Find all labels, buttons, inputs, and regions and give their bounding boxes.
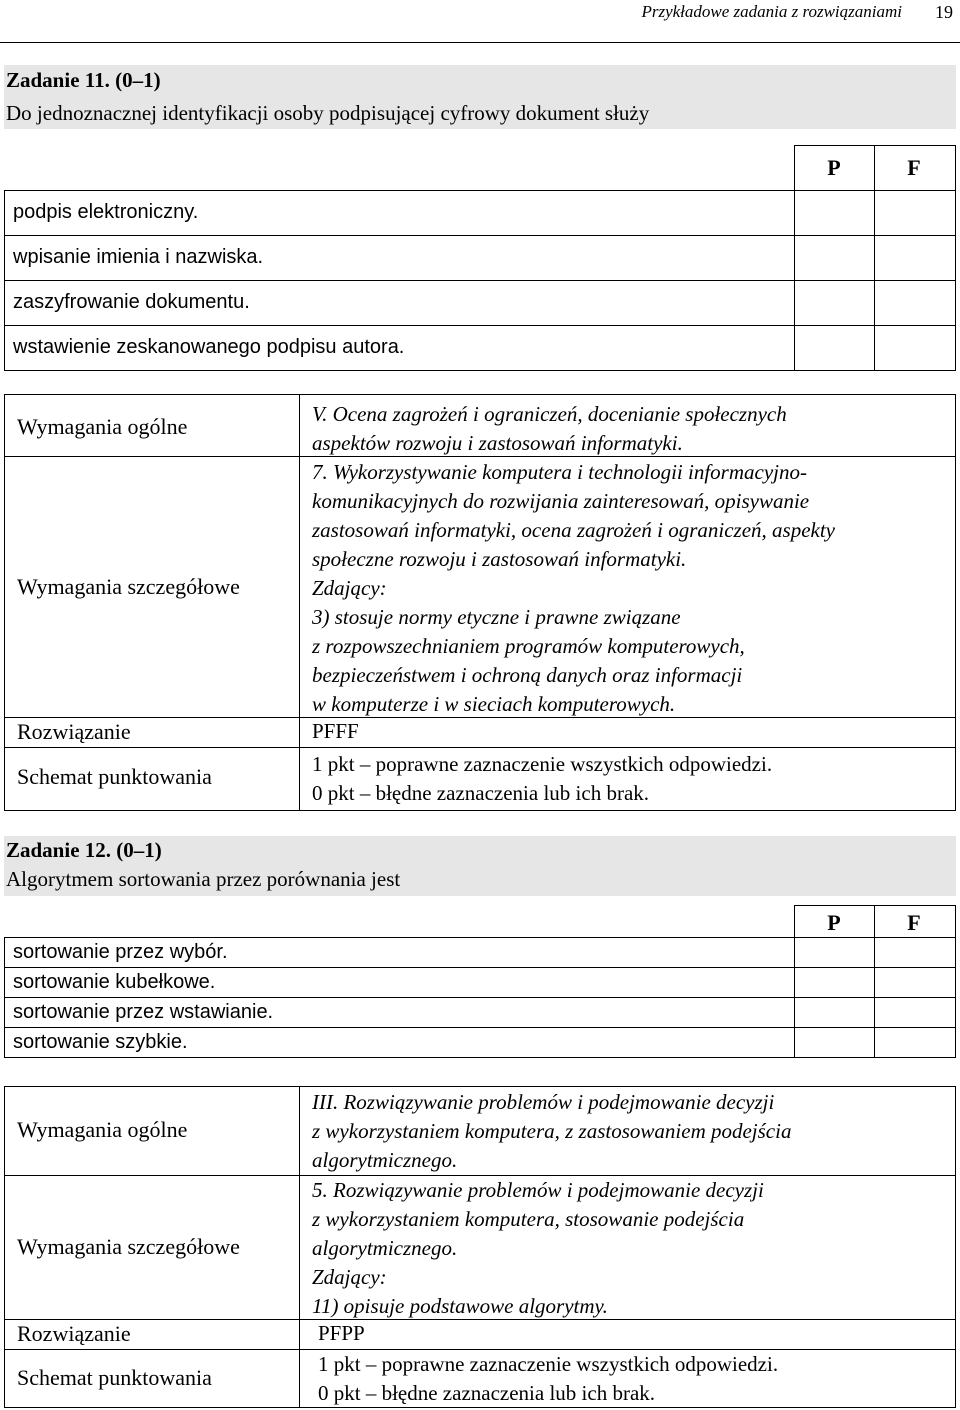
table-line bbox=[4, 325, 956, 326]
task-12-scoring bbox=[318, 1350, 778, 1408]
text-line: 1 pkt – poprawne zaznaczenie wszystkich odpowiedzi. bbox=[318, 1352, 779, 1376]
text-line: Zdający: bbox=[312, 576, 387, 600]
table-line bbox=[4, 810, 956, 811]
task-11-detailed-requirement bbox=[312, 458, 835, 719]
table-line bbox=[874, 905, 875, 1058]
page-number: 19 bbox=[935, 2, 953, 22]
task-12-answer-cell-3-p[interactable] bbox=[796, 999, 873, 1026]
task-11-statement-1: podpis elektroniczny. bbox=[13, 201, 199, 223]
task-12-statement-2: sortowanie kubełkowe. bbox=[13, 971, 216, 993]
task-12-answer-cell-4-p[interactable] bbox=[796, 1029, 873, 1056]
task-12-solution: PFPP bbox=[318, 1321, 365, 1345]
task-12-col-f-header: F bbox=[907, 910, 921, 935]
table-line bbox=[4, 1057, 956, 1058]
task-11-question: Do jednoznacznej identyfikacji osoby podpisującej cyfrowy dokument służy bbox=[6, 101, 650, 125]
task-11-col-f-header: F bbox=[907, 155, 921, 180]
text-line: z wykorzystaniem komputera, z zastosowaniem podejścia bbox=[312, 1119, 792, 1143]
task-11-answer-cell-4-p[interactable] bbox=[796, 327, 873, 369]
text-line: 11) opisuje podstawowe algorytmy. bbox=[312, 1294, 608, 1318]
task-11-label-scoring: Schemat punktowania bbox=[17, 764, 212, 789]
table-line bbox=[4, 370, 956, 371]
task-11-statement-2: wpisanie imienia i nazwiska. bbox=[13, 246, 264, 268]
task-11-statement-4: wstawienie zeskanowanego podpisu autora. bbox=[13, 336, 405, 358]
text-line: z wykorzystaniem komputera, stosowanie podejścia bbox=[312, 1207, 745, 1231]
text-line: bezpieczeństwem i ochroną danych oraz informacji bbox=[312, 663, 743, 687]
task-12-label-solution: Rozwiązanie bbox=[17, 1321, 131, 1346]
table-line bbox=[299, 394, 300, 811]
task-12-answer-cell-1-f[interactable] bbox=[876, 939, 954, 966]
task-12-detailed-requirement bbox=[312, 1176, 764, 1321]
task-12-statement-4: sortowanie szybkie. bbox=[13, 1031, 188, 1053]
task-11-solution: PFFF bbox=[312, 719, 359, 743]
table-line bbox=[794, 905, 956, 906]
task-12-question: Algorytmem sortowania przez porównania jest bbox=[6, 867, 401, 891]
task-11-answer-cell-3-p[interactable] bbox=[796, 282, 873, 324]
table-line bbox=[4, 190, 956, 191]
table-line bbox=[4, 1086, 956, 1087]
text-line: komunikacyjnych do rozwijania zainteresowań, opisywanie bbox=[312, 489, 810, 513]
text-line: społeczne rozwoju i zastosowań informatyki. bbox=[312, 547, 687, 571]
table-line bbox=[955, 905, 956, 1058]
text-line: 0 pkt – błędne zaznaczenia lub ich brak. bbox=[318, 1381, 656, 1405]
table-line bbox=[4, 280, 956, 281]
task-11-answer-cell-1-f[interactable] bbox=[876, 192, 954, 234]
text-line: aspektów rozwoju i zastosowań informatyki. bbox=[312, 431, 683, 455]
task-11-answer-cell-3-f[interactable] bbox=[876, 282, 954, 324]
text-line: 0 pkt – błędne zaznaczenia lub ich brak. bbox=[312, 781, 650, 805]
text-line: Zdający: bbox=[312, 1265, 387, 1289]
task-12-statement-1: sortowanie przez wybór. bbox=[13, 941, 228, 963]
task-11-answer-cell-2-f[interactable] bbox=[876, 237, 954, 279]
task-11-answer-cell-2-p[interactable] bbox=[796, 237, 873, 279]
text-line: 7. Wykorzystywanie komputera i technologii informacyjno- bbox=[312, 460, 807, 484]
task-11-answer-cell-1-p[interactable] bbox=[796, 192, 873, 234]
table-line bbox=[955, 1086, 956, 1408]
text-line: III. Rozwiązywanie problemów i podejmowanie decyzji bbox=[312, 1090, 775, 1114]
task-12-answer-cell-2-p[interactable] bbox=[796, 969, 873, 996]
task-12-answer-cell-4-f[interactable] bbox=[876, 1029, 954, 1056]
table-line bbox=[4, 967, 956, 968]
text-line: 5. Rozwiązywanie problemów i podejmowanie decyzji bbox=[312, 1178, 764, 1202]
task-11-scoring bbox=[312, 750, 772, 808]
table-line bbox=[4, 937, 5, 1058]
task-12-col-p-header: P bbox=[827, 910, 841, 935]
task-11-title: Zadanie 11. (0–1) bbox=[6, 68, 161, 92]
task-11-label-detailed: Wymagania szczegółowe bbox=[17, 574, 240, 599]
table-line bbox=[4, 190, 5, 371]
task-12-answer-cell-1-p[interactable] bbox=[796, 939, 873, 966]
table-line bbox=[4, 747, 956, 748]
text-line: 3) stosuje normy etyczne i prawne związane bbox=[312, 605, 681, 629]
task-12-label-scoring: Schemat punktowania bbox=[17, 1365, 212, 1390]
table-line bbox=[955, 394, 956, 811]
table-line bbox=[4, 394, 5, 811]
text-line: w komputerze i w sieciach komputerowych. bbox=[312, 692, 676, 716]
task-11-answer-cell-4-f[interactable] bbox=[876, 327, 954, 369]
table-line bbox=[4, 1027, 956, 1028]
header-rule bbox=[0, 42, 960, 43]
task-11-statement-3: zaszyfrowanie dokumentu. bbox=[13, 291, 250, 313]
page-header bbox=[0, 0, 960, 44]
task-11-label-solution: Rozwiązanie bbox=[17, 719, 131, 744]
text-line: zastosowań informatyki, ocena zagrożeń i ograniczeń, aspekty bbox=[312, 518, 836, 542]
table-line bbox=[794, 145, 956, 146]
text-line: algorytmicznego. bbox=[312, 1148, 458, 1172]
text-line: 1 pkt – poprawne zaznaczenie wszystkich odpowiedzi. bbox=[312, 752, 773, 776]
task-12-general-requirement bbox=[312, 1088, 791, 1175]
table-line bbox=[794, 145, 795, 371]
table-line bbox=[4, 235, 956, 236]
table-line bbox=[794, 905, 795, 1058]
task-12-title: Zadanie 12. (0–1) bbox=[6, 838, 162, 862]
text-line: z rozpowszechnianiem programów komputerowych, bbox=[312, 634, 745, 658]
table-line bbox=[4, 394, 956, 395]
task-12-statement-3: sortowanie przez wstawianie. bbox=[13, 1001, 274, 1023]
table-line bbox=[299, 1086, 300, 1408]
table-line bbox=[4, 937, 956, 938]
task-11-label-general: Wymagania ogólne bbox=[17, 414, 188, 439]
table-line bbox=[874, 145, 875, 371]
running-title: Przykładowe zadania z rozwiązaniami bbox=[641, 2, 902, 21]
task-12-label-general: Wymagania ogólne bbox=[17, 1117, 188, 1142]
table-line bbox=[955, 145, 956, 371]
table-line bbox=[4, 997, 956, 998]
task-12-label-detailed: Wymagania szczegółowe bbox=[17, 1234, 240, 1259]
task-11-general-requirement bbox=[312, 400, 787, 458]
task-11-col-p-header: P bbox=[827, 155, 841, 180]
task-12-answer-cell-2-f[interactable] bbox=[876, 969, 954, 996]
table-line bbox=[4, 1086, 5, 1408]
task-12-answer-cell-3-f[interactable] bbox=[876, 999, 954, 1026]
text-line: algorytmicznego. bbox=[312, 1236, 458, 1260]
text-line: V. Ocena zagrożeń i ograniczeń, docenianie społecznych bbox=[312, 402, 787, 426]
